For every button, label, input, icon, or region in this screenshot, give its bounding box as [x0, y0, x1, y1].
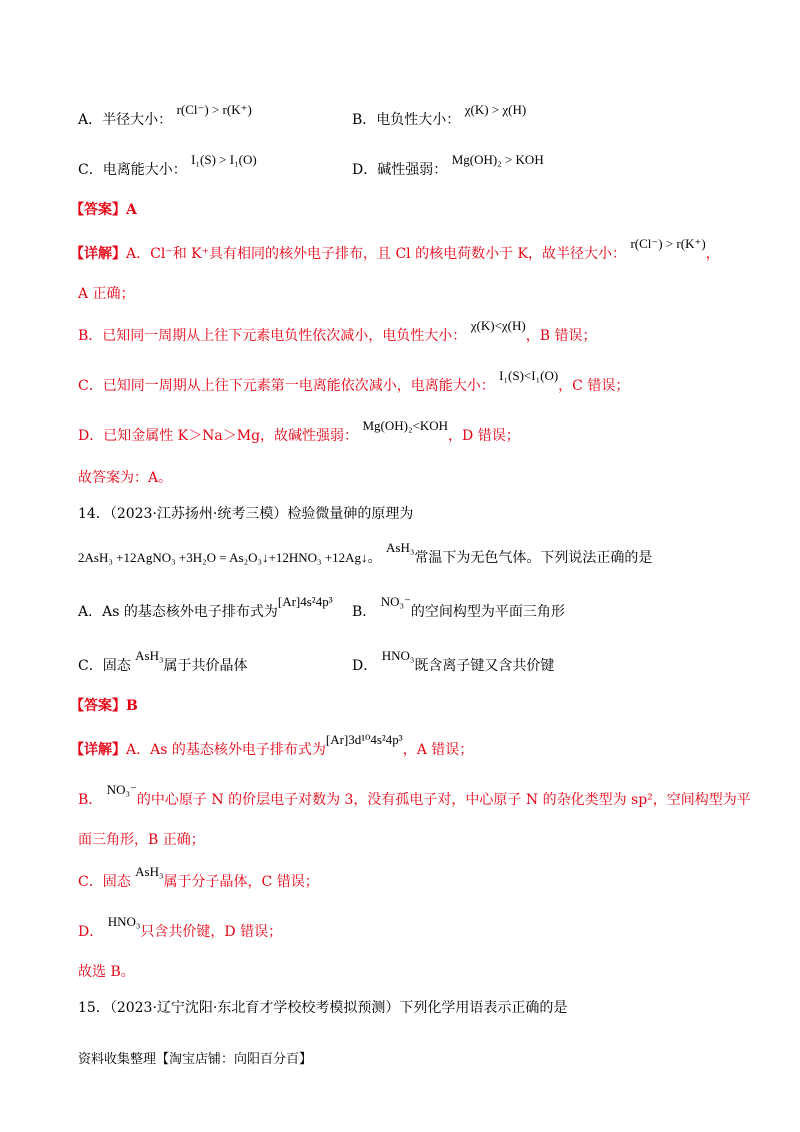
answer-q14	[70, 696, 138, 716]
detail-text: A．Cl⁻和 K⁺具有相同的核外电子排布，且 Cl 的核电荷数小于 K，故半径大小：	[126, 246, 626, 262]
option-a-q13	[78, 102, 252, 130]
option-text: 属于共价晶体	[163, 658, 248, 674]
option-formula: NO₃⁻	[380, 594, 411, 609]
detail-tag: 【详解】	[70, 246, 126, 262]
question-14-stem	[78, 504, 413, 524]
detail-q14-a	[70, 732, 474, 760]
detail-text: 属于分子晶体，C 错误；	[163, 874, 319, 890]
question-text: 。	[367, 550, 382, 566]
answer-tag: 【答案】	[70, 202, 126, 218]
answer-q13	[70, 200, 137, 220]
equation: 2AsH₃ +12AgNO₃ +3H₂O = As₂O₃↓+12HNO₃ +12Ag↓	[78, 550, 368, 565]
option-formula: Mg(OH)₂ > KOH	[451, 152, 544, 167]
option-label: D．	[352, 658, 378, 674]
detail-text: B．已知同一周期从上往下元素电负性依次减小，电负性大小：	[78, 328, 467, 344]
option-label: C．电离能大小：	[78, 162, 187, 178]
option-d-q14	[352, 648, 555, 676]
option-formula: [Ar]4s²4p³	[277, 594, 333, 609]
detail-formula: I₁(S)<I₁(O)	[499, 368, 559, 383]
detail-text: 故答案为：A。	[78, 470, 173, 486]
question-15-stem	[78, 998, 567, 1018]
detail-text: ，D 错误；	[448, 428, 520, 444]
detail-q13-a	[70, 236, 720, 264]
detail-text: C．已知同一周期从上往下元素第一电离能依次减小，电离能大小：	[78, 378, 495, 394]
detail-text: D．已知金属性 K＞Na＞Mg，故碱性强弱：	[78, 428, 359, 444]
detail-text: 只含共价键，D 错误；	[140, 924, 283, 940]
question-text: 常温下为无色气体。下列说法正确的是	[414, 550, 653, 566]
detail-formula: HNO₃	[107, 914, 141, 929]
option-text: 的空间构型为平面三角形	[410, 604, 565, 620]
detail-q14-b-cont	[78, 830, 205, 850]
detail-text: ，	[705, 246, 720, 262]
detail-q13-a-cont	[78, 284, 135, 304]
option-b-q14	[352, 594, 565, 622]
option-label: C．固态	[78, 658, 131, 674]
option-b-q13	[352, 102, 527, 130]
detail-text: A．As 的基态核外电子排布式为	[126, 742, 326, 758]
page-footer: 资料收集整理【淘宝店铺：向阳百分百】	[78, 1052, 313, 1067]
detail-text: ，B 错误；	[525, 328, 597, 344]
detail-text: 面三角形，B 正确；	[78, 832, 205, 848]
option-c-q14	[78, 648, 248, 676]
detail-formula: NO₃⁻	[106, 782, 137, 797]
detail-q14-b	[78, 782, 751, 810]
option-label: B．电负性大小：	[352, 112, 461, 128]
question-text: 14．（2023·江苏扬州·统考三模）检验微量砷的原理为	[78, 506, 414, 522]
detail-text: 的中心原子 N 的价层电子对数为 3，没有孤电子对，中心原子 N 的杂化类型为 sp²，空间构型为平	[136, 792, 751, 808]
detail-formula: [Ar]3d¹⁰4s²4p³	[325, 732, 403, 747]
question-text: 15．（2023·辽宁沈阳·东北育才学校校考模拟预测）下列化学用语表示正确的是	[78, 1000, 568, 1016]
detail-q13-d	[78, 418, 520, 446]
option-label: A．As 的基态核外电子排布式为	[78, 604, 278, 620]
detail-text: A 正确；	[78, 286, 135, 302]
detail-q13-c	[78, 368, 630, 396]
detail-text: ，C 错误；	[558, 378, 630, 394]
option-formula: χ(K) > χ(H)	[464, 102, 527, 117]
detail-formula: AsH₃	[135, 864, 164, 879]
option-text: 既含离子键又含共价键	[414, 658, 555, 674]
question-14-equation	[78, 540, 653, 568]
option-label: D．碱性强弱：	[352, 162, 448, 178]
detail-q13-b	[78, 318, 597, 346]
answer-value: B	[126, 698, 138, 714]
option-label: A．半径大小：	[78, 112, 173, 128]
option-d-q13	[352, 152, 544, 180]
detail-text: C．固态	[78, 874, 131, 890]
detail-text: 故选 B。	[78, 964, 135, 980]
detail-text: B．	[78, 792, 103, 808]
detail-text: ，A 错误；	[402, 742, 474, 758]
detail-formula: r(Cl⁻) > r(K⁺)	[630, 236, 706, 251]
formula: AsH₃	[386, 540, 415, 555]
detail-q14-c	[78, 864, 319, 892]
detail-text: D．	[78, 924, 104, 940]
option-c-q13	[78, 152, 257, 180]
detail-formula: χ(K)<χ(H)	[470, 318, 526, 333]
option-a-q14	[78, 594, 333, 622]
detail-tag: 【详解】	[70, 742, 126, 758]
detail-q14-conclusion	[78, 962, 135, 982]
option-label: B．	[352, 604, 377, 620]
detail-q13-conclusion	[78, 468, 172, 488]
answer-value: A	[126, 202, 137, 218]
option-formula: I₁(S) > I₁(O)	[191, 152, 257, 167]
option-formula: HNO₃	[381, 648, 415, 663]
detail-formula: Mg(OH)₂<KOH	[362, 418, 449, 433]
option-formula: AsH₃	[135, 648, 164, 663]
option-formula: r(Cl⁻) > r(K⁺)	[176, 102, 252, 117]
answer-tag: 【答案】	[70, 698, 126, 714]
detail-q14-d	[78, 914, 283, 942]
